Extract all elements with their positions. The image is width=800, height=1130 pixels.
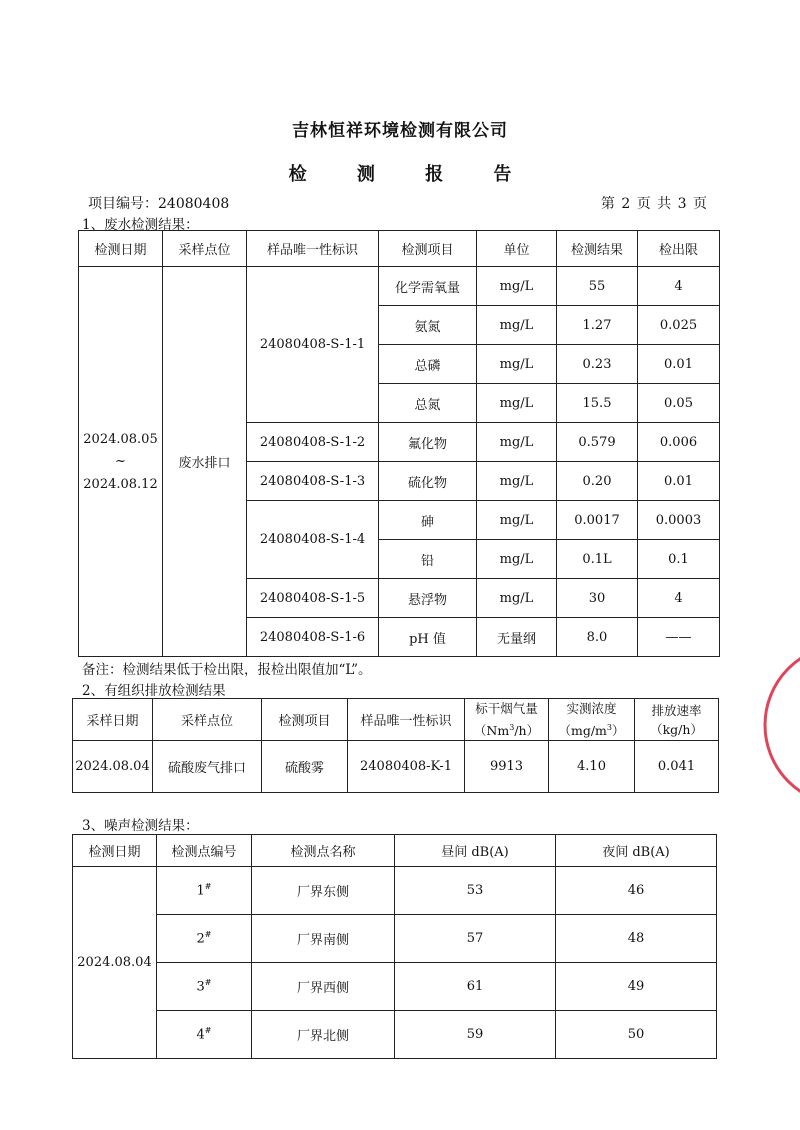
table-header-row	[79, 231, 720, 267]
point-no-cell	[157, 867, 252, 915]
flow-header-unit-sup: 3	[509, 723, 515, 732]
table-row	[79, 267, 720, 306]
column-header: 样品唯一性标识	[247, 231, 379, 267]
point-mark: #	[204, 1026, 212, 1036]
company-name: 吉林恒祥环境检测有限公司	[292, 121, 508, 141]
column-header: 检测日期	[73, 835, 157, 867]
sample-id-cell: 24080408-S-1-3	[247, 462, 379, 501]
table-row	[73, 867, 717, 915]
unit-cell: mg/L	[477, 267, 557, 306]
conc-header-unit: （mg/m	[558, 723, 607, 739]
sample-id-cell: 24080408-S-1-1	[247, 267, 379, 423]
section-title-noise: 3、噪声检测结果：	[82, 818, 199, 834]
unit-cell: mg/L	[477, 540, 557, 579]
day-level-cell: 53	[395, 867, 556, 915]
point-no: 4	[196, 1027, 205, 1043]
result-cell: 0.1L	[557, 540, 638, 579]
date-cell: 2024.08.04	[73, 741, 153, 793]
table-row	[73, 741, 719, 793]
limit-cell: 0.006	[638, 423, 720, 462]
conc-header-line1: 实测浓度	[566, 701, 617, 716]
limit-cell: 0.1	[638, 540, 720, 579]
point-no-cell	[157, 915, 252, 963]
wastewater-note: 备注：检测结果低于检出限，报检出限值加“L”。	[82, 662, 372, 678]
noise-table	[72, 834, 717, 1059]
table-row	[73, 1011, 717, 1059]
company-seal-stamp	[745, 640, 800, 810]
conc-header-unit-end: ）	[612, 723, 625, 739]
rate-header-line1: 排放速率	[651, 702, 702, 718]
result-cell: 0.0017	[557, 501, 638, 540]
wastewater-table	[78, 230, 720, 657]
report-title: 检 测 报 告	[288, 164, 534, 185]
point-mark: #	[204, 930, 212, 940]
limit-cell: 0.025	[638, 306, 720, 345]
date-from: 2024.08.05	[83, 431, 158, 447]
limit-cell: 0.01	[638, 462, 720, 501]
point-no: 3	[196, 979, 205, 995]
point-mark: #	[204, 882, 212, 892]
night-level-cell: 50	[556, 1011, 717, 1059]
result-cell: 1.27	[557, 306, 638, 345]
limit-cell: 0.01	[638, 345, 720, 384]
item-cell: 氟化物	[379, 423, 477, 462]
item-cell: 砷	[379, 501, 477, 540]
table-header-row	[73, 835, 717, 867]
result-cell: 0.579	[557, 423, 638, 462]
column-header: 夜间 dB(A)	[556, 835, 717, 867]
item-cell: 悬浮物	[379, 579, 477, 618]
night-level-cell: 49	[556, 963, 717, 1011]
point-no: 1	[196, 883, 205, 899]
item-cell: 总氮	[379, 384, 477, 423]
unit-cell: mg/L	[477, 501, 557, 540]
point-name-cell: 厂界西侧	[252, 963, 395, 1011]
item-cell: pH 值	[379, 618, 477, 657]
night-level-cell: 48	[556, 915, 717, 963]
location-cell: 硫酸废气排口	[153, 741, 262, 793]
day-level-cell: 57	[395, 915, 556, 963]
limit-cell: 4	[638, 267, 720, 306]
rate-header-unit: （kg/h）	[650, 721, 703, 737]
column-header: 检测日期	[79, 231, 163, 267]
column-header: 检出限	[638, 231, 720, 267]
concentration-cell: 4.10	[549, 741, 635, 793]
conc-header-unit-sup: 3	[606, 723, 612, 732]
column-header: 检测点名称	[252, 835, 395, 867]
column-header: 单位	[477, 231, 557, 267]
column-header: 检测结果	[557, 231, 638, 267]
unit-cell: mg/L	[477, 423, 557, 462]
flow-header-line1: 标干烟气量	[475, 701, 538, 716]
column-header: 检测项目	[262, 699, 348, 741]
result-cell: 8.0	[557, 618, 638, 657]
page-info: 第 2 页 共 3 页	[600, 196, 708, 212]
item-cell: 硫酸雾	[262, 741, 348, 793]
item-cell: 铅	[379, 540, 477, 579]
result-cell: 55	[557, 267, 638, 306]
item-cell: 化学需氧量	[379, 267, 477, 306]
point-name-cell: 厂界南侧	[252, 915, 395, 963]
result-cell: 30	[557, 579, 638, 618]
flow-header-unit-end: /h）	[514, 723, 540, 739]
column-header-concentration	[549, 699, 635, 741]
point-name-cell: 厂界东侧	[252, 867, 395, 915]
column-header: 检测项目	[379, 231, 477, 267]
sample-id-cell: 24080408-S-1-6	[247, 618, 379, 657]
result-cell: 0.23	[557, 345, 638, 384]
sample-id-cell: 24080408-S-1-4	[247, 501, 379, 579]
unit-cell: mg/L	[477, 345, 557, 384]
sampling-location-cell: 废水排口	[163, 267, 247, 657]
project-number: 项目编号：24080408	[88, 196, 230, 212]
column-header: 采样点位	[163, 231, 247, 267]
sampling-date-cell	[79, 267, 163, 657]
night-level-cell: 46	[556, 867, 717, 915]
result-cell: 15.5	[557, 384, 638, 423]
point-name-cell: 厂界北侧	[252, 1011, 395, 1059]
column-header: 采样日期	[73, 699, 153, 741]
flow-header-unit: （Nm	[473, 723, 510, 739]
item-cell: 氨氮	[379, 306, 477, 345]
unit-cell: mg/L	[477, 306, 557, 345]
unit-cell: 无量纲	[477, 618, 557, 657]
column-header: 采样点位	[153, 699, 262, 741]
unit-cell: mg/L	[477, 462, 557, 501]
column-header: 检测点编号	[157, 835, 252, 867]
limit-cell: ——	[638, 618, 720, 657]
item-cell: 硫化物	[379, 462, 477, 501]
column-header: 昼间 dB(A)	[395, 835, 556, 867]
limit-cell: 0.0003	[638, 501, 720, 540]
table-header-row	[73, 699, 719, 741]
table-row	[73, 963, 717, 1011]
limit-cell: 4	[638, 579, 720, 618]
unit-cell: mg/L	[477, 579, 557, 618]
flow-cell: 9913	[465, 741, 549, 793]
rate-cell: 0.041	[635, 741, 719, 793]
point-no-cell	[157, 963, 252, 1011]
day-level-cell: 59	[395, 1011, 556, 1059]
date-separator: ~	[115, 453, 126, 469]
point-mark: #	[204, 978, 212, 988]
point-no-cell	[157, 1011, 252, 1059]
date-to: 2024.08.12	[83, 476, 158, 492]
unit-cell: mg/L	[477, 384, 557, 423]
table-row	[73, 915, 717, 963]
column-header-flow	[465, 699, 549, 741]
item-cell: 总磷	[379, 345, 477, 384]
sample-id-cell: 24080408-S-1-5	[247, 579, 379, 618]
result-cell: 0.20	[557, 462, 638, 501]
column-header: 样品唯一性标识	[348, 699, 465, 741]
limit-cell: 0.05	[638, 384, 720, 423]
seal-ring	[765, 645, 800, 805]
column-header-rate	[635, 699, 719, 741]
organized-emission-table	[72, 698, 719, 793]
day-level-cell: 61	[395, 963, 556, 1011]
section-title-wastewater: 1、废水检测结果：	[82, 217, 199, 233]
point-no: 2	[196, 931, 205, 947]
sample-id-cell: 24080408-K-1	[348, 741, 465, 793]
noise-date-cell: 2024.08.04	[73, 867, 157, 1059]
section-title-organized: 2、有组织排放检测结果	[82, 683, 226, 699]
sample-id-cell: 24080408-S-1-2	[247, 423, 379, 462]
